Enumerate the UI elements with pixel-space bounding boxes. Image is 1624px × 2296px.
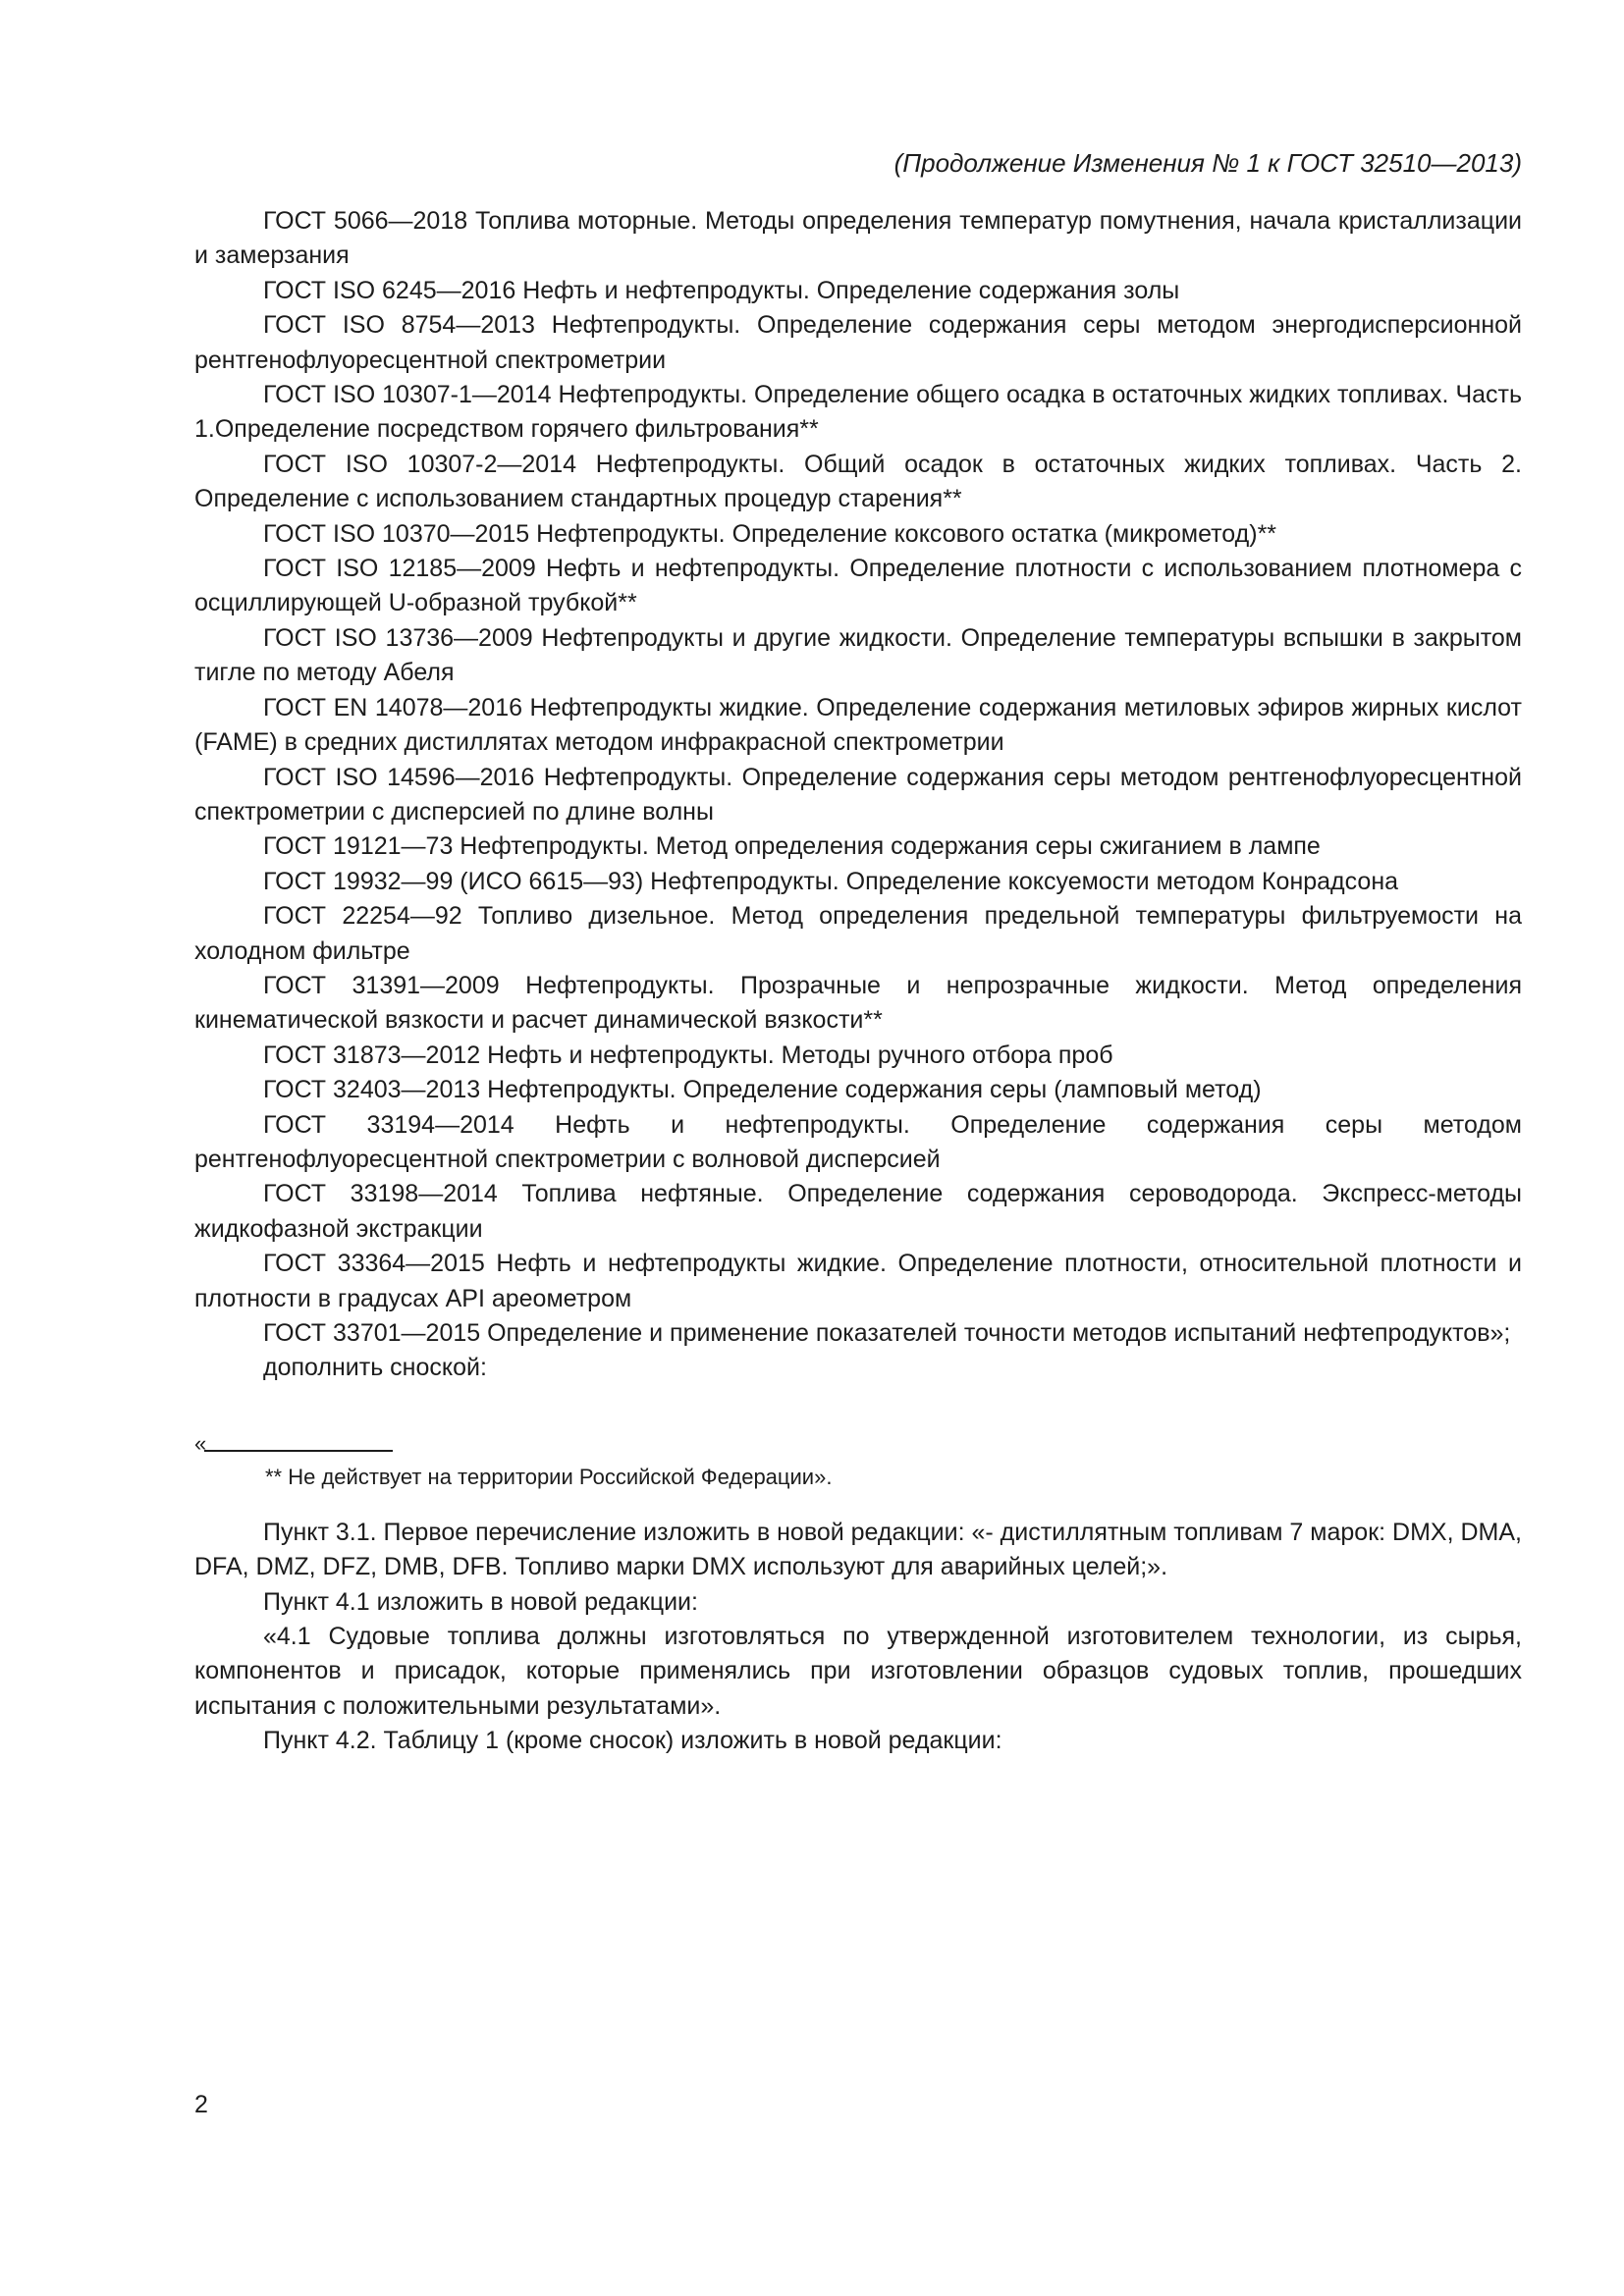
reference-item: ГОСТ ISO 8754—2013 Нефтепродукты. Определение содержания серы методом энергодисперсионной рентгенофлуоресцентной спектрометрии: [194, 311, 1522, 374]
reference-item: ГОСТ 32403—2013 Нефтепродукты. Определение содержания серы (ламповый метод): [263, 1076, 1262, 1104]
reference-item: ГОСТ 33194—2014 Нефть и нефтепродукты. Определение содержания серы методом рентгенофлуоресцентной спектрометрии с волновой дисперсией: [194, 1110, 1522, 1173]
reference-item: ГОСТ 19121—73 Нефтепродукты. Метод определения содержания серы сжиганием в лампе: [263, 832, 1321, 861]
page-number: 2: [194, 2091, 208, 2118]
reference-item: ГОСТ 5066—2018 Топлива моторные. Методы определения температур помутнения, начала кристаллизации и замерзания: [194, 207, 1522, 270]
reference-item: ГОСТ 33198—2014 Топлива нефтяные. Определение содержания сероводорода. Экспресс-методы жидкофазной экстракции: [194, 1180, 1522, 1243]
reference-item: ГОСТ 33364—2015 Нефть и нефтепродукты жидкие. Определение плотности, относительной плотности и плотности в градусах API ареометром: [194, 1250, 1522, 1312]
reference-item: ГОСТ EN 14078—2016 Нефтепродукты жидкие. Определение содержания метиловых эфиров жирных кислот (FAME) в средних дистиллятах методом инфракрасной спектрометрии: [194, 693, 1522, 757]
reference-item: ГОСТ 31391—2009 Нефтепродукты. Прозрачные и непрозрачные жидкости. Метод определения кинематической вязкости и расчет динамической вязкости**: [194, 971, 1522, 1035]
reference-item: ГОСТ ISO 13736—2009 Нефтепродукты и другие жидкости. Определение температуры вспышки в закрытом тигле по методу Абеля: [194, 623, 1522, 687]
amendment-paragraph: Пункт 4.1 изложить в новой редакции:: [263, 1587, 698, 1616]
amendment-paragraph: Пункт 4.2. Таблицу 1 (кроме сносок) изложить в новой редакции:: [263, 1727, 1002, 1755]
reference-item: ГОСТ ISO 14596—2016 Нефтепродукты. Определение содержания серы методом рентгенофлуоресцентной спектрометрии с дисперсией по длине волны: [194, 763, 1522, 826]
reference-item: ГОСТ ISO 6245—2016 Нефть и нефтепродукты. Определение содержания золы: [263, 276, 1180, 304]
footnote-block: [194, 1431, 1522, 1498]
reference-item: ГОСТ ISO 12185—2009 Нефть и нефтепродукты. Определение плотности с использованием плотномера с осциллирующей U-образной трубкой**: [194, 555, 1522, 617]
reference-item: ГОСТ 19932—99 (ИСО 6615—93) Нефтепродукты. Определение коксуемости методом Конрадсона: [263, 867, 1399, 895]
document-page: [194, 0, 1522, 2296]
footnote-open-quote: «: [194, 1430, 207, 1456]
amendments-section: [194, 1516, 1522, 1759]
reference-item: ГОСТ ISO 10307-1—2014 Нефтепродукты. Определение общего осадка в остаточных жидких топливах. Часть 1.Определение посредством горячего фильтрования**: [194, 381, 1522, 444]
reference-item: ГОСТ ISO 10307-2—2014 Нефтепродукты. Общий осадок в остаточных жидких топливах. Часть 2. Определение с использованием стандартных процедур старения**: [194, 450, 1522, 513]
footnote-text: ** Не действует на территории Российской Федерации».: [265, 1464, 833, 1489]
amendment-paragraph: Пункт 3.1. Первое перечисление изложить в новой редакции: «- дистиллятным топливам 7 марок: DMX, DMA, DFA, DMZ, DFZ, DMB, DFB. Топливо марки DMX используют для аварийных целей;».: [194, 1518, 1522, 1581]
amendment-paragraph: «4.1 Судовые топлива должны изготовляться по утвержденной изготовителем технологии, из сырья, компонентов и присадок, которые применялись при изготовлении образцов судовых топлив, прошедших испытания с положительными результатами».: [194, 1623, 1522, 1720]
document-body: [194, 204, 1522, 1759]
reference-item: ГОСТ 22254—92 Топливо дизельное. Метод определения предельной температуры фильтруемости на холодном фильтре: [194, 902, 1522, 965]
reference-item: ГОСТ 33701—2015 Определение и применение показателей точности методов испытаний нефтепродуктов»;: [263, 1319, 1511, 1347]
running-head: (Продолжение Изменения № 1 к ГОСТ 32510—2013): [893, 148, 1522, 178]
footnote-intro: дополнить сноской:: [263, 1354, 487, 1382]
footnote-separator-rule: [204, 1450, 393, 1452]
reference-item: ГОСТ 31873—2012 Нефть и нефтепродукты. Методы ручного отбора проб: [263, 1041, 1113, 1069]
reference-item: ГОСТ ISO 10370—2015 Нефтепродукты. Определение коксового остатка (микрометод)**: [263, 519, 1277, 548]
